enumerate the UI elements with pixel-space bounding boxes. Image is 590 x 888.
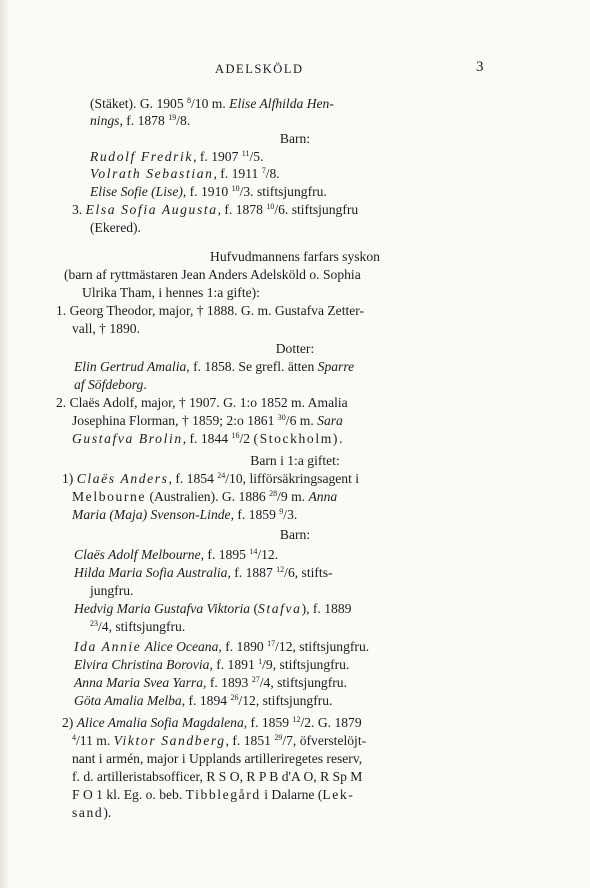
text-line bbox=[0, 526, 590, 543]
superscript: 30 bbox=[277, 413, 286, 422]
text-run: , f. 1911 bbox=[213, 166, 262, 181]
text-run: /4, stiftsjungfru. bbox=[259, 675, 347, 690]
superscript: 12 bbox=[276, 565, 285, 574]
text-run: 1. Georg Theodor, major, † 1888. G. m. Gustafva Zetter- bbox=[56, 303, 365, 318]
text-run: Tibblegård bbox=[185, 787, 261, 802]
text-run: /3. bbox=[283, 507, 298, 522]
italic-name: Maria (Maja) Svenson-Linde bbox=[72, 507, 231, 522]
superscript: 17 bbox=[267, 639, 276, 648]
text-line bbox=[74, 376, 147, 393]
superscript: 12 bbox=[292, 715, 301, 724]
text-run: 2) bbox=[62, 715, 77, 730]
text-run: /6. stiftsjungfru bbox=[274, 202, 359, 217]
text-run: 3. bbox=[72, 202, 86, 217]
italic-name: Anna Maria Svea Yarra bbox=[74, 675, 204, 690]
text-run: sand bbox=[72, 805, 104, 820]
italic-name: af Söfdeborg bbox=[74, 377, 144, 392]
italic-name: Sara bbox=[317, 413, 343, 428]
text-run: , f. 1910 bbox=[182, 184, 232, 199]
italic-name: Sparre bbox=[317, 359, 355, 374]
text-line bbox=[90, 219, 141, 236]
text-line bbox=[72, 412, 343, 429]
italic-name: Rudolf Fredrik bbox=[90, 149, 194, 164]
text-line bbox=[90, 148, 263, 165]
text-run: , f. 1895 bbox=[200, 547, 250, 562]
text-run: (Ekered). bbox=[90, 220, 141, 235]
superscript: 7 bbox=[261, 166, 266, 175]
text-run: , f. 1893 bbox=[203, 675, 252, 690]
text-run: vall, † 1890. bbox=[72, 321, 140, 336]
text-run: 1) bbox=[62, 471, 77, 486]
text-line bbox=[62, 714, 362, 731]
text-line bbox=[90, 183, 327, 200]
text-run: /8. bbox=[265, 166, 280, 181]
superscript: 14 bbox=[249, 547, 258, 556]
text-run: i Dalarne ( bbox=[260, 787, 323, 802]
text-run: . bbox=[143, 377, 147, 392]
italic-name: Claës Anders bbox=[76, 471, 169, 486]
italic-name: Alice Oceana bbox=[144, 639, 219, 654]
superscript: 26 bbox=[230, 693, 239, 702]
text-line bbox=[74, 656, 349, 673]
text-line bbox=[0, 130, 590, 147]
text-line bbox=[56, 302, 364, 319]
text-run: , f. 1887 bbox=[227, 565, 277, 580]
text-run: Barn: bbox=[279, 527, 311, 542]
italic-name: Elin Gertrud Amalia bbox=[74, 359, 187, 374]
text-run: Hufvudmannens farfars syskon bbox=[210, 249, 380, 264]
italic-name: Gustafva Brolin bbox=[72, 431, 183, 446]
superscript: 8 bbox=[187, 96, 192, 105]
text-run: /6 m. bbox=[285, 413, 318, 428]
running-header: ADELSKÖLD bbox=[215, 62, 304, 76]
text-run: /12. bbox=[257, 547, 279, 562]
text-run: , f. 1844 bbox=[182, 431, 232, 446]
text-run: Dotter: bbox=[275, 341, 315, 356]
italic-name: Elsa Sofia Augusta bbox=[85, 202, 218, 217]
italic-name: Volrath Sebastian bbox=[90, 166, 214, 181]
text-line bbox=[74, 638, 369, 655]
text-run: , f. 1878 bbox=[119, 113, 169, 128]
text-run: F O 1 kl. Eg. o. beb. bbox=[72, 787, 186, 802]
italic-name: Elvira Christina Borovia bbox=[74, 657, 210, 672]
superscript: 1 bbox=[258, 657, 263, 666]
text-run: /11 m. bbox=[76, 733, 114, 748]
text-line bbox=[90, 582, 133, 599]
text-run: Josephina Florman, † 1859; 2:o 1861 bbox=[72, 413, 278, 428]
superscript: 19 bbox=[168, 113, 177, 122]
page-number: 3 bbox=[476, 59, 484, 75]
text-line bbox=[74, 674, 347, 691]
italic-name: Viktor Sandberg bbox=[113, 733, 226, 748]
superscript: 24 bbox=[217, 471, 226, 480]
text-run: Barn: bbox=[279, 131, 311, 146]
text-run: Lek- bbox=[322, 787, 355, 802]
text-run: , f. 1894 bbox=[181, 693, 231, 708]
text-run: , f. 1907 bbox=[193, 149, 242, 164]
italic-name: Stafva bbox=[258, 601, 302, 616]
text-run: (Stockholm). bbox=[253, 431, 344, 446]
text-run: /8. bbox=[176, 113, 191, 128]
text-line bbox=[74, 692, 332, 709]
text-line bbox=[72, 732, 366, 749]
text-run: , f. 1854 bbox=[168, 471, 218, 486]
text-run: , f. 1891 bbox=[209, 657, 259, 672]
italic-name: Elise Sofie (Lise) bbox=[90, 184, 183, 199]
text-run: ( bbox=[250, 601, 258, 616]
text-line bbox=[0, 340, 590, 357]
text-line bbox=[74, 546, 278, 563]
superscript: 4 bbox=[72, 733, 76, 742]
italic-name: Claës Adolf Melbourne bbox=[74, 547, 201, 562]
text-line bbox=[72, 768, 362, 785]
text-line bbox=[72, 506, 297, 523]
text-line bbox=[72, 786, 354, 803]
italic-name: Ida Annie bbox=[74, 639, 142, 654]
italic-name: Alice Amalia Sofia Magdalena bbox=[76, 715, 244, 730]
superscript: 27 bbox=[251, 675, 260, 684]
text-run: /2 bbox=[239, 431, 254, 446]
text-run: /9, stiftsjungfru. bbox=[262, 657, 350, 672]
text-line bbox=[72, 488, 337, 505]
text-line bbox=[74, 600, 351, 617]
text-line bbox=[90, 618, 185, 635]
superscript: 28 bbox=[269, 489, 278, 498]
text-run: /12, stiftsjungfru. bbox=[275, 639, 370, 654]
text-line bbox=[72, 750, 362, 767]
text-run: 2. Claës Adolf, major, † 1907. G. 1:o 1852 m. Amalia bbox=[56, 395, 348, 410]
text-line bbox=[90, 95, 334, 112]
text-run: (Australien). G. 1886 bbox=[146, 489, 270, 504]
italic-name: Elise Alfhilda Hen- bbox=[229, 96, 334, 111]
text-run: /5. bbox=[249, 149, 264, 164]
text-run: ). bbox=[103, 805, 112, 820]
italic-name: Anna bbox=[308, 489, 338, 504]
text-run: /10, lifförsäkringsagent i bbox=[225, 471, 360, 486]
italic-name: Hilda Maria Sofia Australia bbox=[74, 565, 228, 580]
text-line bbox=[72, 804, 111, 821]
superscript: 10 bbox=[231, 184, 240, 193]
text-line bbox=[0, 452, 590, 469]
text-run: /6, stifts- bbox=[284, 565, 333, 580]
text-run: jungfru. bbox=[90, 583, 134, 598]
text-run: , f. 1858. Se grefl. ätten bbox=[186, 359, 318, 374]
text-run: /10 m. bbox=[191, 96, 230, 111]
text-run: , f. 1859 bbox=[243, 715, 293, 730]
text-line bbox=[74, 358, 354, 375]
text-line bbox=[90, 112, 190, 129]
superscript: 9 bbox=[279, 507, 284, 516]
text-run: , f. 1851 bbox=[225, 733, 275, 748]
text-run: ), f. 1889 bbox=[301, 601, 352, 616]
text-run: Barn i 1:a giftet: bbox=[250, 453, 340, 468]
superscript: 11 bbox=[241, 149, 250, 158]
text-line bbox=[82, 284, 260, 301]
text-run: Ulrika Tham, i hennes 1:a gifte): bbox=[82, 285, 260, 300]
superscript: 16 bbox=[231, 431, 240, 440]
text-run: /9 m. bbox=[277, 489, 309, 504]
text-line bbox=[90, 165, 280, 182]
text-run: , f. 1890 bbox=[218, 639, 268, 654]
text-line bbox=[56, 394, 348, 411]
text-run: nant i armén, major i Upplands artilleriregetes reserv, bbox=[72, 751, 363, 766]
superscript: 10 bbox=[266, 202, 275, 211]
text-run: /2. G. 1879 bbox=[300, 715, 362, 730]
text-run: (Stäket). G. 1905 bbox=[90, 96, 188, 111]
italic-name: Göta Amalia Melba bbox=[74, 693, 182, 708]
superscript: 23 bbox=[90, 619, 98, 628]
text-run: /12, stiftsjungfru. bbox=[238, 693, 333, 708]
text-run: /3. stiftsjungfru. bbox=[239, 184, 327, 199]
text-run: /7, öfverstelöjt- bbox=[282, 733, 367, 748]
text-line bbox=[72, 320, 140, 337]
text-line bbox=[64, 266, 361, 283]
italic-name: Hedvig Maria Gustafva Viktoria bbox=[74, 601, 251, 616]
text-run: Melbourne bbox=[72, 489, 147, 504]
italic-name: nings bbox=[90, 113, 120, 128]
superscript: 29 bbox=[274, 733, 283, 742]
text-run: /4, stiftsjungfru. bbox=[98, 619, 186, 634]
text-run: (barn af ryttmästaren Jean Anders Adelsköld o. Sophia bbox=[64, 267, 361, 282]
text-run: , f. 1859 bbox=[230, 507, 280, 522]
text-run: , f. 1878 bbox=[217, 202, 267, 217]
text-line bbox=[0, 248, 590, 265]
text-line bbox=[62, 470, 359, 487]
text-line bbox=[72, 430, 344, 447]
text-line bbox=[72, 201, 358, 218]
text-run: f. d. artilleristabsofficer, R S O, R P B d'A O, R Sp M bbox=[72, 769, 363, 784]
text-line bbox=[74, 564, 333, 581]
